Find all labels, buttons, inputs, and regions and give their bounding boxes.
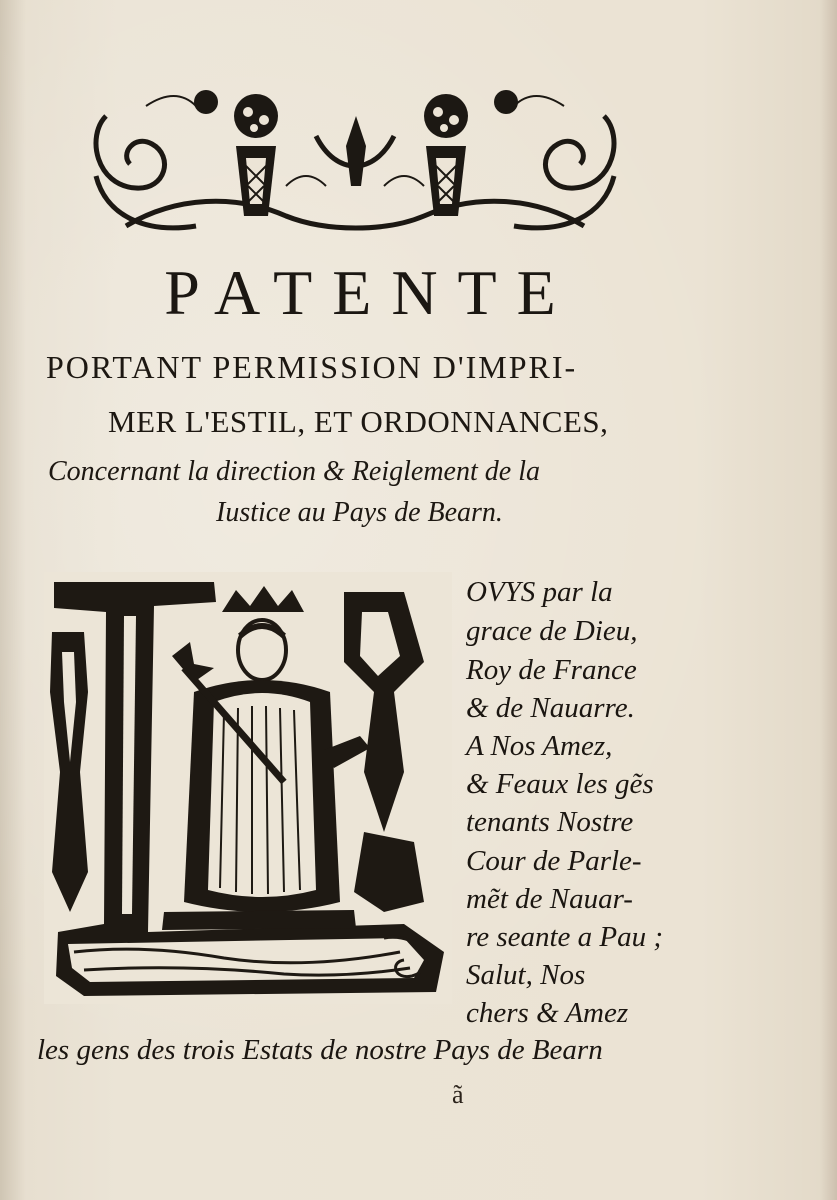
intro-line-2: Iustice au Pays de Bearn. [216, 497, 503, 528]
subtitle-line-1: PORTANT PERMISSION D'IMPRI- [46, 349, 578, 385]
body-last-line: les gens des trois Estats de nostre Pays de Bearn [37, 1034, 603, 1066]
body-line-8: Cour de Parle- [466, 845, 642, 877]
body-line-2: grace de Dieu, [466, 615, 638, 647]
body-line-1: OVYS par la [466, 576, 613, 608]
decorated-initial-l [44, 572, 452, 1004]
signature-mark: ã [452, 1080, 464, 1109]
body-line-10: re seante a Pau ; [466, 921, 664, 953]
body-line-11: Salut, Nos [466, 959, 586, 991]
subtitle-line-2: MER L'ESTIL, ET ORDONNANCES, [108, 404, 609, 439]
body-line-3: Roy de France [466, 654, 637, 686]
body-line-6: & Feaux les gẽs [466, 768, 654, 800]
title: PATENTE [164, 257, 576, 328]
intro-line-1: Concernant la direction & Reiglement de la [48, 456, 540, 487]
body-line-7: tenants Nostre [466, 806, 634, 838]
body-line-5: A Nos Amez, [466, 730, 613, 762]
body-line-4: & de Nauarre. [466, 692, 635, 724]
body-line-12: chers & Amez [466, 997, 629, 1029]
headpiece-ornament [86, 76, 624, 244]
body-line-9: mẽt de Nauar- [466, 883, 633, 915]
